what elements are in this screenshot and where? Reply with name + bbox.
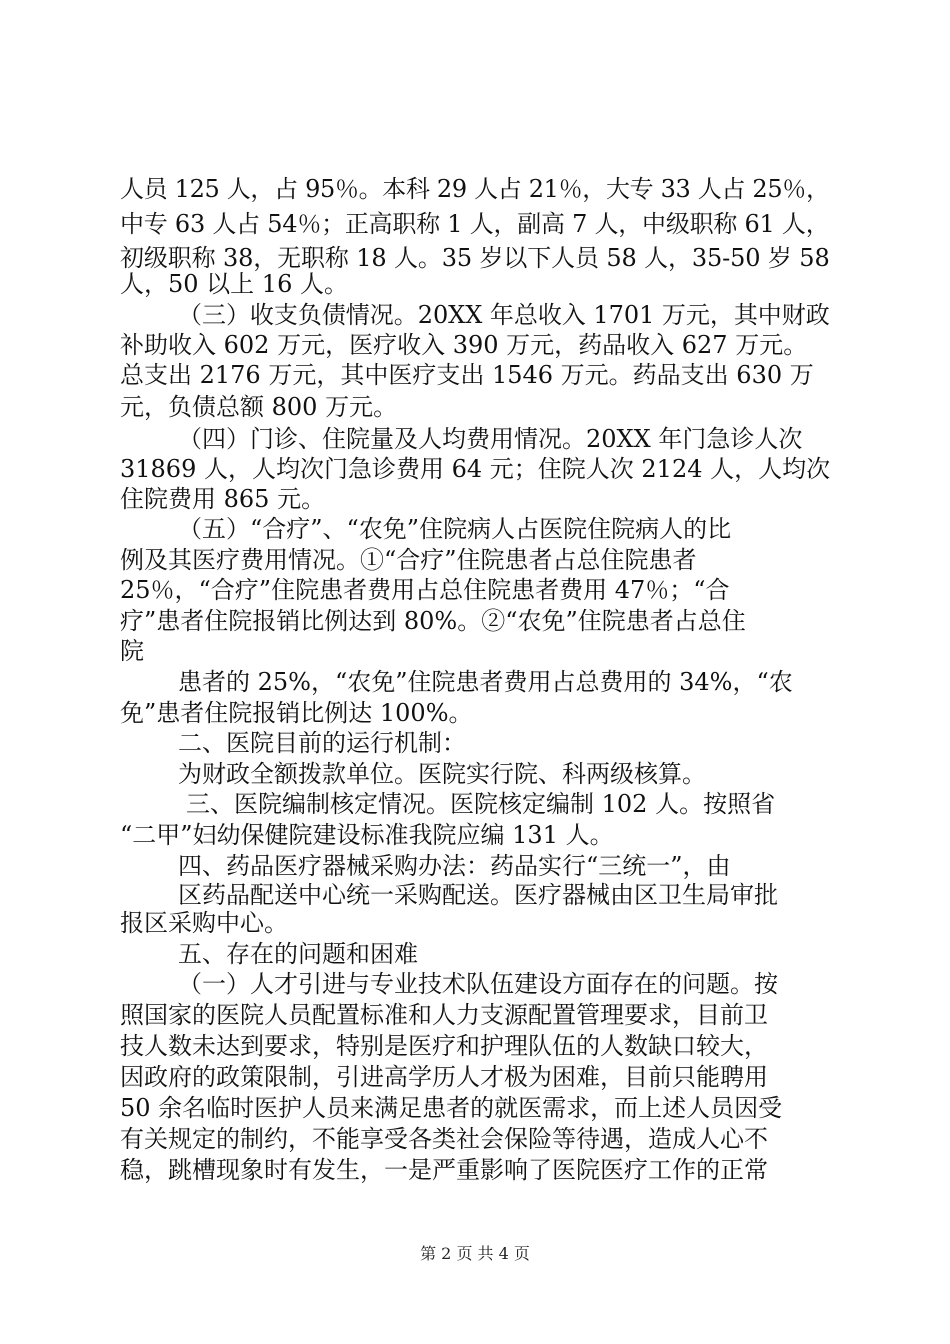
text-line: 31869 人，人均次门急诊费用 64 元；住院人次 2124 人，人均次: [120, 455, 831, 483]
text-line: （三）收支负债情况。20XX 年总收入 1701 万元，其中财政: [178, 301, 830, 329]
text-line: 50 余名临时医护人员来满足患者的就医需求，而上述人员因受: [120, 1094, 783, 1122]
text-line: （一）人才引进与专业技术队伍建设方面存在的问题。按: [178, 970, 778, 998]
section-heading: 五、存在的问题和困难: [178, 940, 418, 968]
text-line: “二甲”妇幼保健院建设标准我院应编 131 人。: [120, 821, 614, 849]
text-line: 免”患者住院报销比例达 100%。: [120, 699, 473, 727]
text-line: 照国家的医院人员配置标准和人力支源配置管理要求，目前卫: [120, 1001, 768, 1029]
section-heading: 二、医院目前的运行机制：: [178, 729, 466, 757]
text-line: 人员 125 人，占 95％。本科 29 人占 21％，大专 33 人占 25％，: [120, 175, 830, 203]
text-line: 人，50 以上 16 人。: [120, 270, 348, 298]
text-line: 区药品配送中心统一采购配送。医疗器械由区卫生局审批: [178, 881, 778, 909]
text-line: 中专 63 人占 54％；正高职称 1 人，副高 7 人，中级职称 61 人，: [120, 210, 830, 238]
text-line: 元，负债总额 800 万元。: [120, 393, 398, 421]
text-line: 院: [120, 637, 144, 665]
text-line: 疗”患者住院报销比例达到 80%。②“农免”住院患者占总住: [120, 607, 746, 635]
text-line: 为财政全额拨款单位。医院实行院、科两级核算。: [178, 760, 706, 788]
text-line: 患者的 25%，“农免”住院患者费用占总费用的 34%，“农: [178, 668, 793, 696]
text-line: 技人数未达到要求，特别是医疗和护理队伍的人数缺口较大，: [120, 1032, 768, 1060]
text-line: 三、医院编制核定情况。医院核定编制 102 人。按照省: [186, 790, 776, 818]
text-line: 例及其医疗费用情况。①“合疗”住院患者占总住院患者: [120, 546, 697, 574]
text-line: 因政府的政策限制，引进高学历人才极为困难，目前只能聘用: [120, 1063, 768, 1091]
text-line: 补助收入 602 万元，医疗收入 390 万元，药品收入 627 万元。: [120, 331, 808, 359]
text-line: 住院费用 865 元。: [120, 485, 326, 513]
text-line: 初级职称 38，无职称 18 人。35 岁以下人员 58 人，35-50 岁 58: [120, 244, 830, 272]
text-line: （四）门诊、住院量及人均费用情况。20XX 年门急诊人次: [178, 425, 803, 453]
text-line: 有关规定的制约，不能享受各类社会保险等待遇，造成人心不: [120, 1125, 768, 1153]
text-line: 四、药品医疗器械采购办法：药品实行“三统一”，由: [178, 852, 731, 880]
text-line: 总支出 2176 万元，其中医疗支出 1546 万元。药品支出 630 万: [120, 361, 814, 389]
text-line: （五）“合疗”、“农免”住院病人占医院住院病人的比: [178, 515, 732, 543]
text-line: 稳，跳槽现象时有发生，一是严重影响了医院医疗工作的正常: [120, 1156, 768, 1184]
text-line: 报区采购中心。: [120, 909, 288, 937]
page-footer: 第 2 页 共 4 页: [420, 1244, 530, 1263]
text-line: 25％，“合疗”住院患者费用占总住院患者费用 47％；“合: [120, 576, 730, 604]
